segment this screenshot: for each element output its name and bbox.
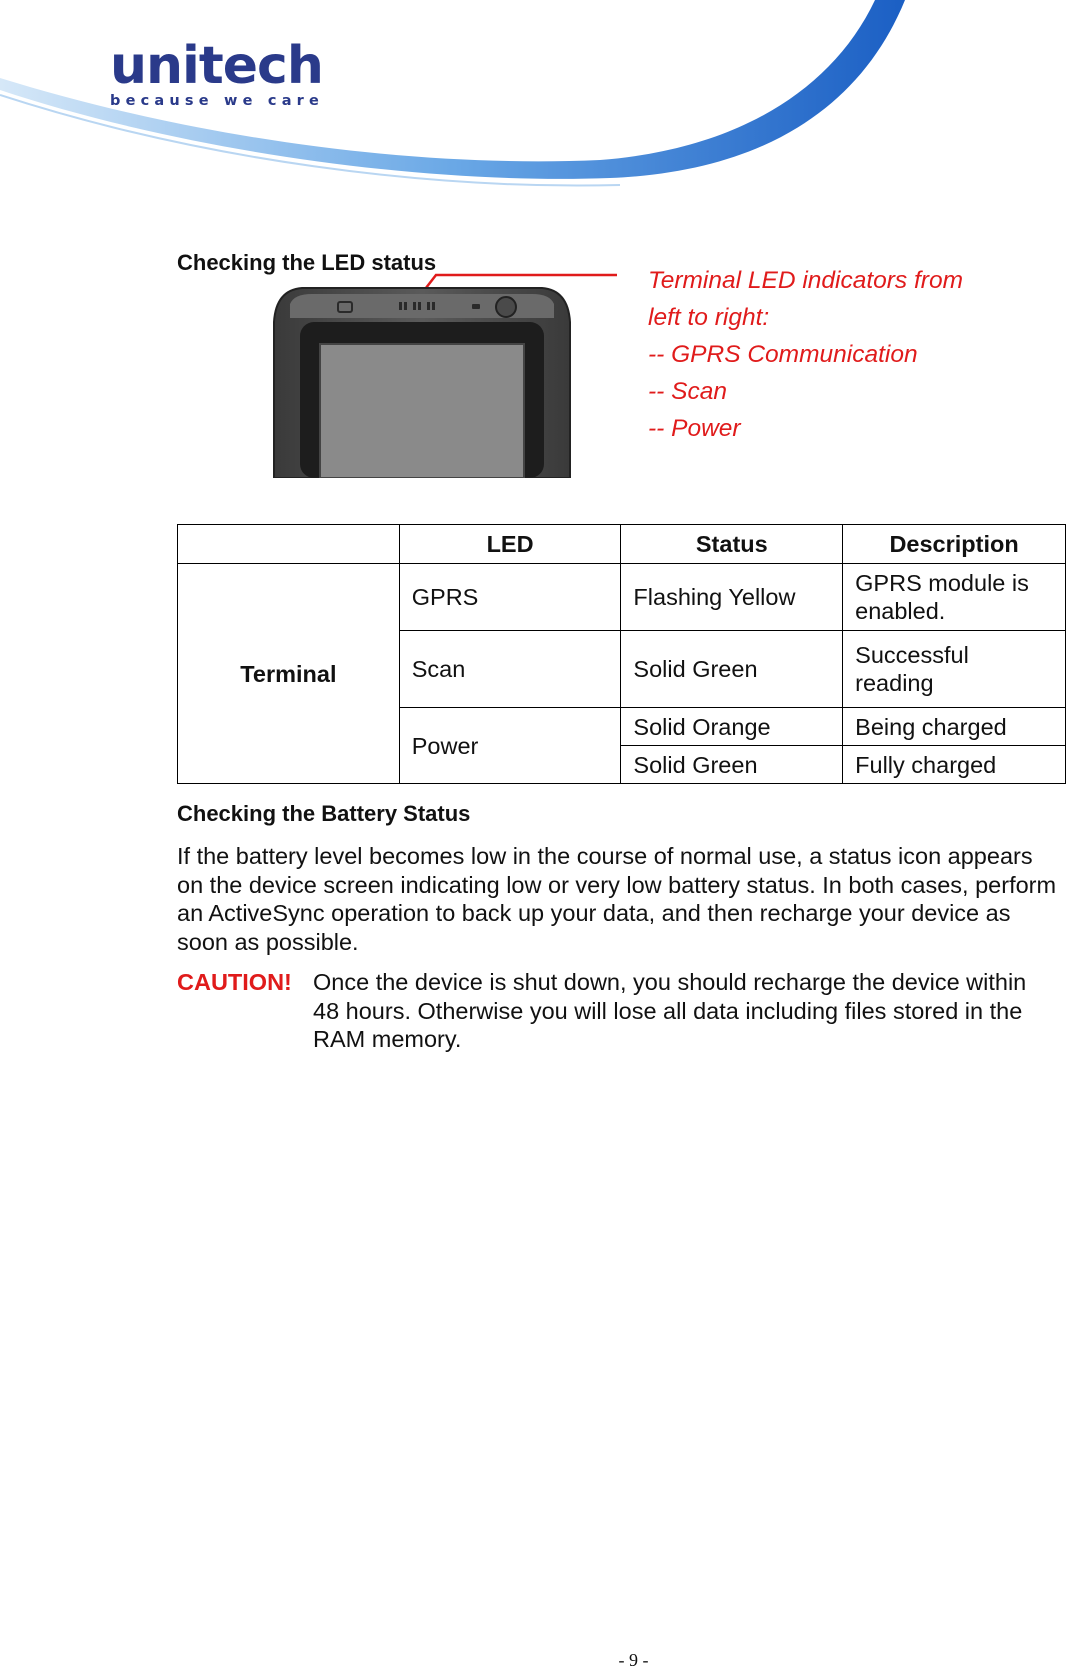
table-cell: Solid Orange [621,708,843,746]
terminal-device-illustration [272,282,572,478]
unitech-logo: unitech because we care [110,36,325,109]
callout-line: -- Power [648,415,741,442]
page-number: - 9 - [618,1650,649,1670]
caution-text: Once the device is shut down, you should recharge the device within 48 hours. Otherwise you will lose all data including files stored in the RAM memory. [313,969,1027,1052]
table-cell: Solid Green [621,631,843,708]
table-cell: Successful reading [843,631,1066,708]
table-cell: Fully charged [843,746,1066,784]
table-header [178,525,400,564]
led-callout [648,262,963,447]
table-header: Status [621,525,843,564]
callout-line: -- Scan [648,378,727,405]
table-cell: Power [399,708,621,784]
caution-label: CAUTION! [177,969,292,995]
table-header: LED [399,525,621,564]
callout-line: Terminal LED indicators from [648,267,963,294]
table-cell: Being charged [843,708,1066,746]
callout-line: -- GPRS Communication [648,341,918,368]
battery-paragraph: If the battery level becomes low in the course of normal use, a status icon appears on the device screen indicating low or very low battery status. In both cases, perform an ActiveSync operation to back up your data, and then recharge your device as soon as possible. [177,843,1057,955]
led-status-table [177,524,1066,784]
table-cell: Scan [399,631,621,708]
table-cell: Solid Green [621,746,843,784]
table-cell: Flashing Yellow [621,564,843,631]
terminal-group-label: Terminal [178,564,400,784]
table-row [178,564,1066,631]
led-section-title: Checking the LED status [177,250,437,275]
table-cell: GPRS module is enabled. [843,564,1066,631]
table-header-row [178,525,1066,564]
table-header: Description [843,525,1066,564]
battery-section-title: Checking the Battery Status [177,801,471,826]
callout-line: left to right: [648,304,770,331]
table-cell: GPRS [399,564,621,631]
